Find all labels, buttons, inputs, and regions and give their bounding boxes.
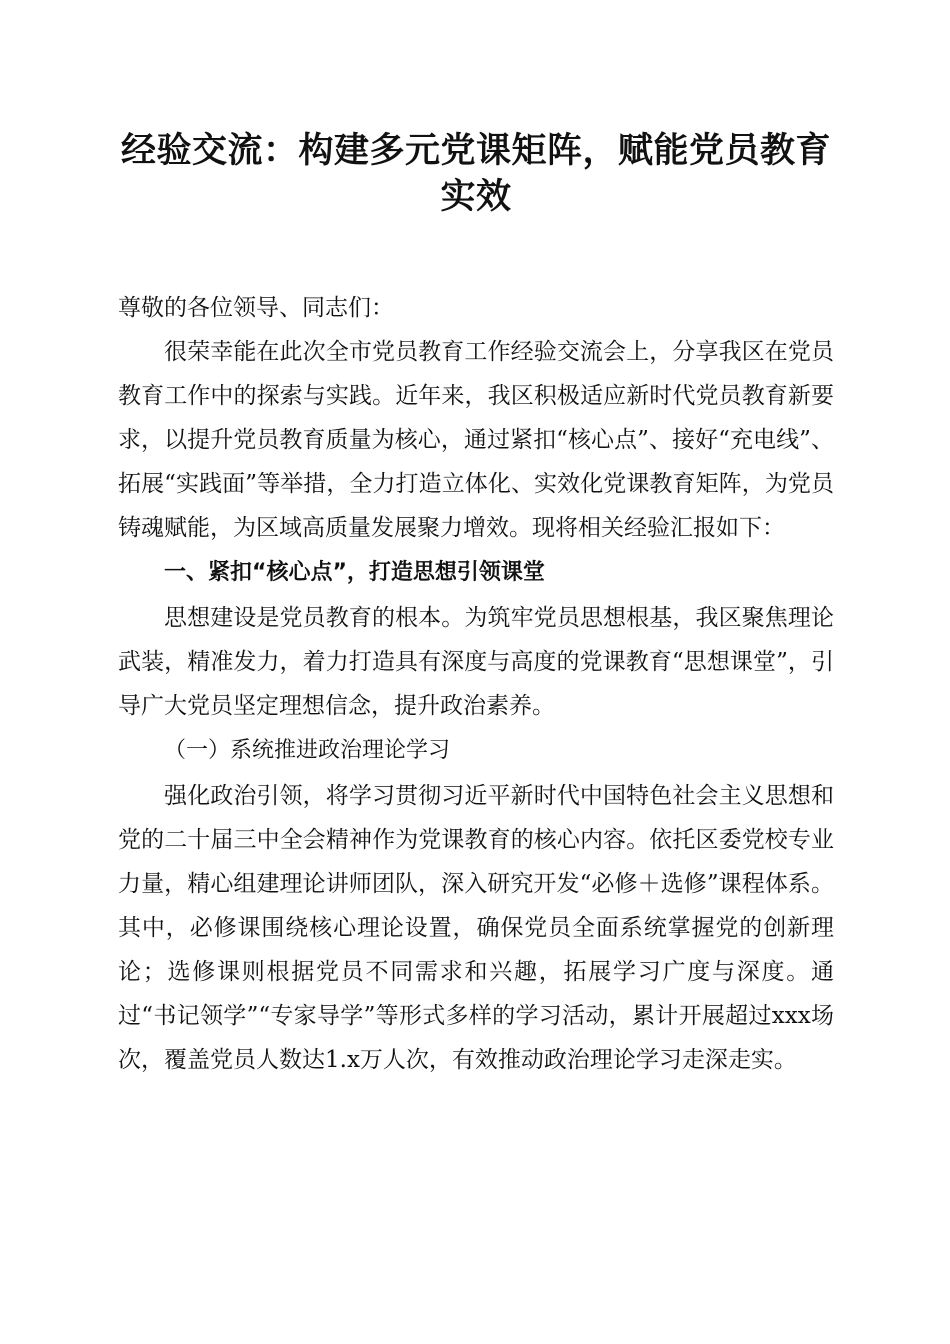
subsection-1-heading: （一）系统推进政治理论学习 bbox=[164, 738, 451, 763]
title-line-1: 经验交流：构建多元党课矩阵，赋能党员教育 bbox=[120, 131, 831, 171]
section-1-heading: 一、紧扣“核心点”，打造思想引领课堂 bbox=[164, 560, 545, 585]
document-page bbox=[118, 128, 834, 1082]
document-title bbox=[118, 128, 834, 220]
section-1-paragraph: 思想建设是党员教育的根本。为筑牢党员思想根基，我区聚焦理论武装，精准发力，着力打造具有深度与高度的党课教育“思想课堂”，引导广大党员坚定理想信念，提升政治素养。 bbox=[118, 605, 834, 719]
intro-paragraph: 很荣幸能在此次全市党员教育工作经验交流会上，分享我区在党员教育工作中的探索与实践。近年来，我区积极适应新时代党员教育新要求，以提升党员教育质量为核心，通过紧扣“核心点”、接好“充电线”、拓展“实践面”等举措，全力打造立体化、实效化党课教育矩阵，为党员铸魂赋能，为区域高质量发展聚力增效。现将相关经验汇报如下： bbox=[118, 339, 834, 541]
title-line-2: 实效 bbox=[440, 177, 512, 217]
subsection-1-paragraph: 强化政治引领，将学习贯彻习近平新时代中国特色社会主义思想和党的二十届三中全会精神作为党课教育的核心内容。依托区委党校专业力量，精心组建理论讲师团队，深入研究开发“必修＋选修”课程体系。其中，必修课围绕核心理论设置，确保党员全面系统掌握党的创新理论；选修课则根据党员不同需求和兴趣，拓展学习广度与深度。通过“书记领学”“专家导学”等形式多样的学习活动，累计开展超过xxx场次，覆盖党员人数达1.x万人次，有效推动政治理论学习走深走实。 bbox=[118, 783, 834, 1073]
salutation: 尊敬的各位领导、同志们： bbox=[118, 295, 394, 321]
